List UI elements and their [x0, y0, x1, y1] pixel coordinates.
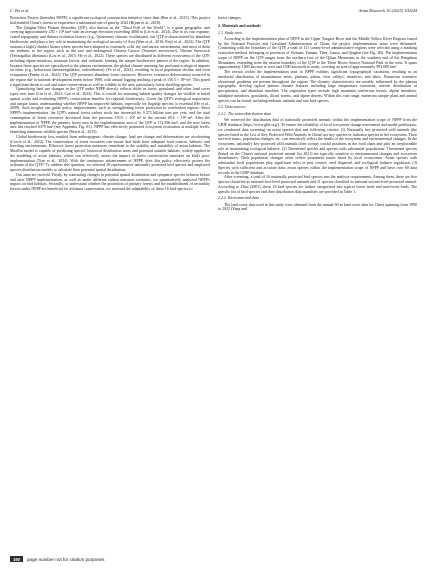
subsection-heading: 2.2. Data sources	[218, 104, 246, 110]
subsubsection-heading: 2.2.2. Environmental data	[218, 195, 260, 201]
section-heading: 2. Materials and methods	[218, 22, 261, 28]
paragraph: After screening, a total of 16 nationally protected bird species met the analysis requirements. Among them, there are five species classified as national first-level protected animals and 11 species classified as national second-level protected animal. According to Zhao (2001), these 16 bird species are further categorized into typical forest birds and non-forest birds. The specific list of bird species and their distribution data quantities are provided in Table 1.	[218, 174, 417, 194]
subsection-heading: 2.1. Study area	[218, 29, 242, 35]
paragraph: Our aims are twofold. Firstly, by contrasting changes in potential spatial distribution and sympatric species richness before and after NPPP implementation, as well as under different carbon emission scenarios, we quantitatively analyzed NPPP's impact on bird habitats. Secondly, to understand whether the protection of primary forests and the establishment of secondary forests under NPPP are beneficial for avifauna conservation, we assessed the adaptability of these 16 bird species to	[10, 171, 210, 191]
paragraph: forest changes.	[218, 15, 242, 20]
running-header-authors: C. Bu et al.	[10, 8, 30, 13]
page-footer	[10, 556, 104, 562]
page-number: 160	[10, 556, 23, 562]
paragraph: The terrain within the implementation area of NPPP exhibits significant topographical variations, resulting in an interlaced distribution of mountainous areas, plateaus, plains, river valleys, meadows, and lakes. Numerous extensive elevational gradients are present throughout the region. The climatic characteristics are notably influenced by the plateau topography, develop typical plateau climate features including large temperature variations, uneven distribution of precipitation, and abundant sunshine. The vegetation types include high mountain coniferous forests, alpine meadows, subalpine meadows, grasslands, dwarf forests, and alpine deserts. Within this vast range, numerous unique plant and animal species can be found, including endemic animals and rare bird species.	[218, 69, 417, 103]
right-column	[218, 16, 417, 212]
paragraph: Global biodiversity loss resulted from anthropogenic climate change, land use change and deforestation are accelerating (Cowie et al., 2022). The conservation of forest resources can ensure that birds have adequate food sources, habitats, and breeding environments. Effective forest protection measures contribute to the stability and suitability of avian habitats. The MaxEnt model is capable of predicting species' historical distribution areas and potential suitable habitats, widely applied in the modeling of avian habitats, which can effectively assess the impact of forest conservation measures on bird's post-implementation (Tian et al., 2024). With the continuous advancement of NPPP, does this policy effectively protect the avifauna of the QTP? To address this question, we selected 16 representative nationally protected bird species and employed species distribution models to calculate their potential spatial distribution.	[10, 133, 210, 172]
paragraph: Quantifying land use changes in the QTP under NPPP directly reflects shifts in forest, grassland, and other land cover types over time (Liu et al., 2021; Cao et al., 2023). This is crucial for assessing habitat quality changes for wildlife at broad spatial scales and evaluating NPPP's conservation benefits for regional biodiversity. Given the QTP's ecological importance and unique fauna, understanding whether NPPP has improved habitats, especially for flagship species, is essential (He et al., 2009). Such insights can guide policy improvements, such as strengthening forest protection in overlooked regions. Since NPPP's implementation, the QTP's natural forest carbon stock has increased by 0.273 billion tons per year, and the total consumption of forest resources decreased from the previous 150.5 × 10⁴ m³ to the current 69.4 × 10⁴ m³. After the implementation of NPPP, the primary forest area in the implementation area of the QTP is 172,396 km², and the new forest area has reached 6379 km² (see Appendix Fig. S1). NPPP has effectively promoted ecosystem restoration at multiple levels, benefiting numerous wildlife species (Ren et al., 2015).	[10, 86, 210, 134]
left-column	[10, 16, 210, 192]
running-header-journal: Avian Research 16 (2025) 100244	[358, 8, 417, 13]
subsubsection-heading: 2.2.1. The avian distribution data	[218, 111, 271, 116]
footer-note: page number not for citation purposes	[27, 556, 105, 562]
paragraph: According to the implementation plan of NPPP in the Upper Yangtze River and the Middle Yellow River Regions issued by the National Forestry and Grassland Administration of China, the project implementation areas were delineated. Combining with the boundary of the QTP, a total of 111 county-level administrative regions were selected using a masking extraction method, belonging to provinces of Sichuan, Yunnan, Tibet, Gansu, and Qinghai (see Fig. 1B). The implementation scope of NPPP on the QTP ranges from the northern foot of the Qilian Mountains to the southern end of the Hengduan Mountains, extending from the eastern boundary of the QTP to the Three Rivers Source National Park in the west. It spans approximately 1000 km east to west and 1500 km north to south, covering an area of approximately 993,000 km².	[218, 35, 417, 70]
paragraph: The land cover data used in this study were obtained from the annual 30-m land cover data for China spanning from 1990 to 2022 (Yang and	[218, 201, 417, 212]
paragraph: We retrieved the distribution data of nationally protected animals within the implementation scope of NPPP from the GBIF database (https://www.gbif.org/). To ensure the reliability of local ecosystem change assessment and model predictions, we conducted data screening on avian species that met following criteria: (1) Nationally key protected wild animals (the species listed in the List of Key Protected Wild Animals in China) are key species or indicator species in the ecosystem. Their survival status, population changes, etc. can sensitively reflect the health of the ecosystem and environmental changes. In the ecosystem, nationally key protected wild animals often occupy crucial positions in the food chain and play an irreplaceable role in maintaining ecological balance. (2) Threatened species and species with substantial populations: Threatened species (based on the China's national protected animal list 2021) are typically sensitive to environmental changes and ecosystem disturbances. Their population changes often reflect prominent issues faced by local ecosystems. Avian species with substantial local populations play significant roles in pest control, seed dispersal, and ecological balance regulation. (3) Species with sufficient and accurate data: avian species within the implementation scope of NPPP and have over 60 data records in the GBIF database.	[218, 117, 417, 175]
paragraph: The Qinghai-Tibet Plateau (hereafter QTP), also known as the "Third Pole of the World", is a giant geographic unit covering approximately 250 × 10⁴ km² with an average elevation exceeding 4000 m (Lei et al., 2014). Due to its vast expanse, varied topography and distinct evolution history (e.g., Quaternary climatic oscillations), the QTP is characterized by abundant biodiversity and plays a key role in maintaining the ecological security of Asia (Wen et al., 2016; Feijó et al., 2022). The QTP sustains a highly distinct biome where species have adapted to extremely cold, dry and anoxic environment, and most of them are endemic to the region, such as the rare and endangered Chinese Grouse (Tetrastes sewerzowi), Tibetan Snowcock (Tetraogallus tibetanus) (Lou et al., 2015; He et al., 2022). These species are distributed in different ecosystems of the QTP, including alpine meadows, montane forests, and wetlands, forming the unique biodiversity pattern of the region. In addition, because these species are specialized to the plateau environment, the global climate warming has profound ecological impacts on them (e.g., behavioral thermoregulation, redistribution) (Ye et al., 2024), resulting in local population decline and even extirpation (Pimby et al., 2022). The QTP possesses abundant forest resources. However, extensive deforestation occurred in the region due to national development needs before 1998, with annual logging reaching a peak of 150.5 × 10⁴ m³. This posed a significant threat to soil and water conservation as well as wildlife in the area, particularly forest-dwelling species.	[10, 24, 210, 87]
paragraph: Protection Project (hereafter NPPP), a significant ecological construction initiative since then (Ren et al., 2015). This project had enabled China's forests to experience a substantial rate of gain by 2022 (Bryan et al., 2018).	[10, 15, 210, 25]
